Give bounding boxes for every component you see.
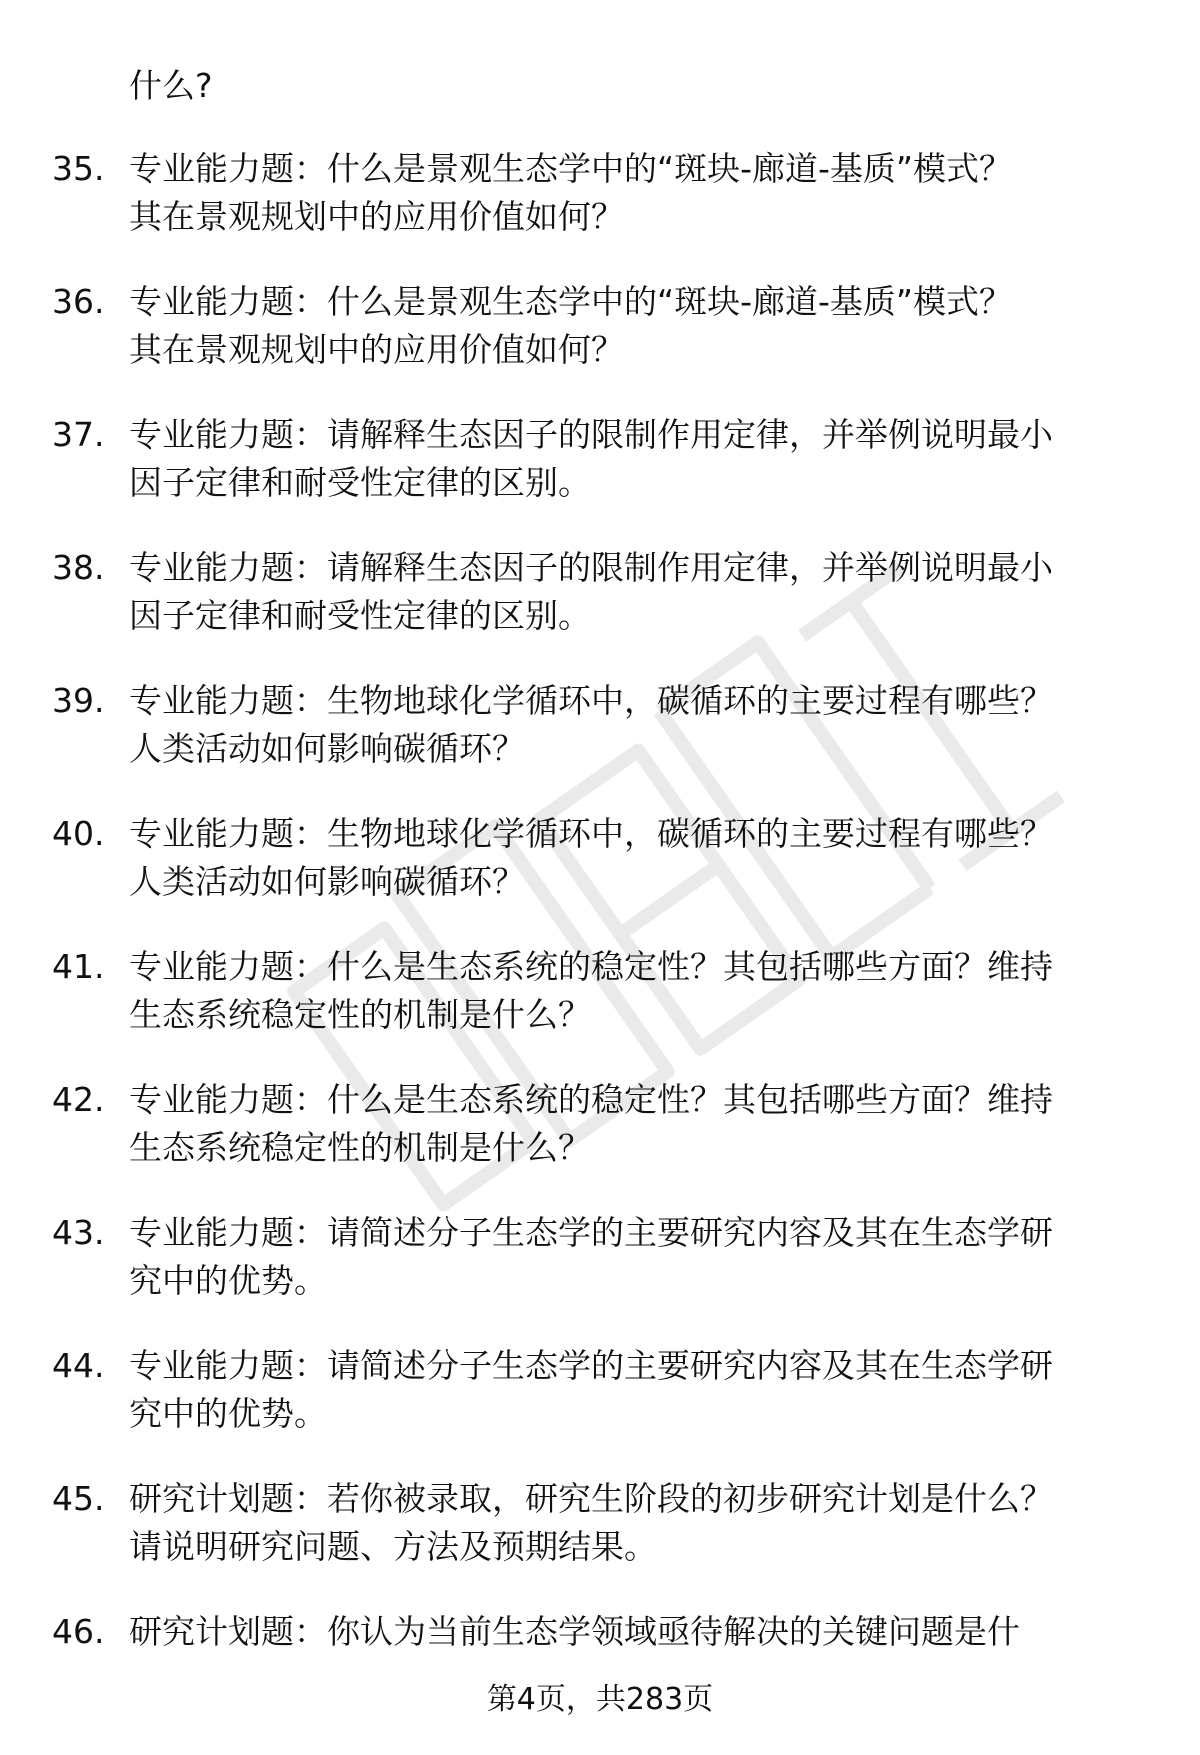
question-number: 38. bbox=[52, 548, 105, 587]
list-item bbox=[0, 278, 1200, 411]
question-text-line: 研究计划题：若你被录取，研究生阶段的初步研究计划是什么？ bbox=[129, 1479, 1053, 1518]
question-text-line: 生态系统稳定性的机制是什么？ bbox=[129, 1128, 591, 1167]
list-item bbox=[0, 1209, 1200, 1342]
question-text-line: 专业能力题：生物地球化学循环中，碳循环的主要过程有哪些？ bbox=[129, 814, 1053, 853]
question-text-line: 专业能力题：请简述分子生态学的主要研究内容及其在生态学研 bbox=[129, 1346, 1053, 1385]
question-number: 43. bbox=[52, 1213, 105, 1252]
continuation-text: 什么? bbox=[129, 66, 213, 105]
question-list bbox=[0, 145, 1200, 1741]
question-text-line: 请说明研究问题、方法及预期结果。 bbox=[129, 1527, 657, 1566]
question-number: 44. bbox=[52, 1346, 105, 1385]
list-item bbox=[0, 943, 1200, 1076]
question-text-line: 人类活动如何影响碳循环？ bbox=[129, 862, 525, 901]
question-number: 41. bbox=[52, 947, 105, 986]
question-number: 36. bbox=[52, 282, 105, 321]
question-text-line: 因子定律和耐受性定律的区别。 bbox=[129, 596, 591, 635]
question-text-line: 其在景观规划中的应用价值如何？ bbox=[129, 330, 624, 369]
question-number: 42. bbox=[52, 1080, 105, 1119]
question-text-line: 研究计划题：你认为当前生态学领域亟待解决的关键问题是什 bbox=[129, 1612, 1020, 1651]
question-text-line: 究中的优势。 bbox=[129, 1261, 327, 1300]
list-item bbox=[0, 145, 1200, 278]
list-item bbox=[0, 1475, 1200, 1608]
question-text-line: 人类活动如何影响碳循环？ bbox=[129, 729, 525, 768]
list-item bbox=[0, 544, 1200, 677]
question-number: 45. bbox=[52, 1479, 105, 1518]
question-text-line: 专业能力题：请解释生态因子的限制作用定律，并举例说明最小 bbox=[129, 548, 1053, 587]
list-item bbox=[0, 411, 1200, 544]
question-number: 35. bbox=[52, 149, 105, 188]
question-text-line: 生态系统稳定性的机制是什么？ bbox=[129, 995, 591, 1034]
question-text-line: 专业能力题：什么是生态系统的稳定性？其包括哪些方面？维持 bbox=[129, 947, 1053, 986]
question-number: 46. bbox=[52, 1612, 105, 1651]
list-item bbox=[0, 677, 1200, 810]
question-text-line: 其在景观规划中的应用价值如何？ bbox=[129, 197, 624, 236]
question-text-line: 专业能力题：请解释生态因子的限制作用定律，并举例说明最小 bbox=[129, 415, 1053, 454]
question-number: 40. bbox=[52, 814, 105, 853]
question-text-line: 专业能力题：什么是景观生态学中的“斑块-廊道-基质”模式？ bbox=[129, 149, 1013, 188]
list-item bbox=[0, 1076, 1200, 1209]
question-text-line: 究中的优势。 bbox=[129, 1394, 327, 1433]
list-item bbox=[0, 1342, 1200, 1475]
question-number: 37. bbox=[52, 415, 105, 454]
question-text-line: 专业能力题：请简述分子生态学的主要研究内容及其在生态学研 bbox=[129, 1213, 1053, 1252]
list-item bbox=[0, 1608, 1200, 1741]
page-footer: 第4页，共283页 bbox=[486, 1682, 714, 1717]
question-text-line: 专业能力题：什么是景观生态学中的“斑块-廊道-基质”模式？ bbox=[129, 282, 1013, 321]
question-text-line: 专业能力题：生物地球化学循环中，碳循环的主要过程有哪些？ bbox=[129, 681, 1053, 720]
question-text-line: 专业能力题：什么是生态系统的稳定性？其包括哪些方面？维持 bbox=[129, 1080, 1053, 1119]
list-item bbox=[0, 810, 1200, 943]
question-number: 39. bbox=[52, 681, 105, 720]
question-text-line: 因子定律和耐受性定律的区别。 bbox=[129, 463, 591, 502]
